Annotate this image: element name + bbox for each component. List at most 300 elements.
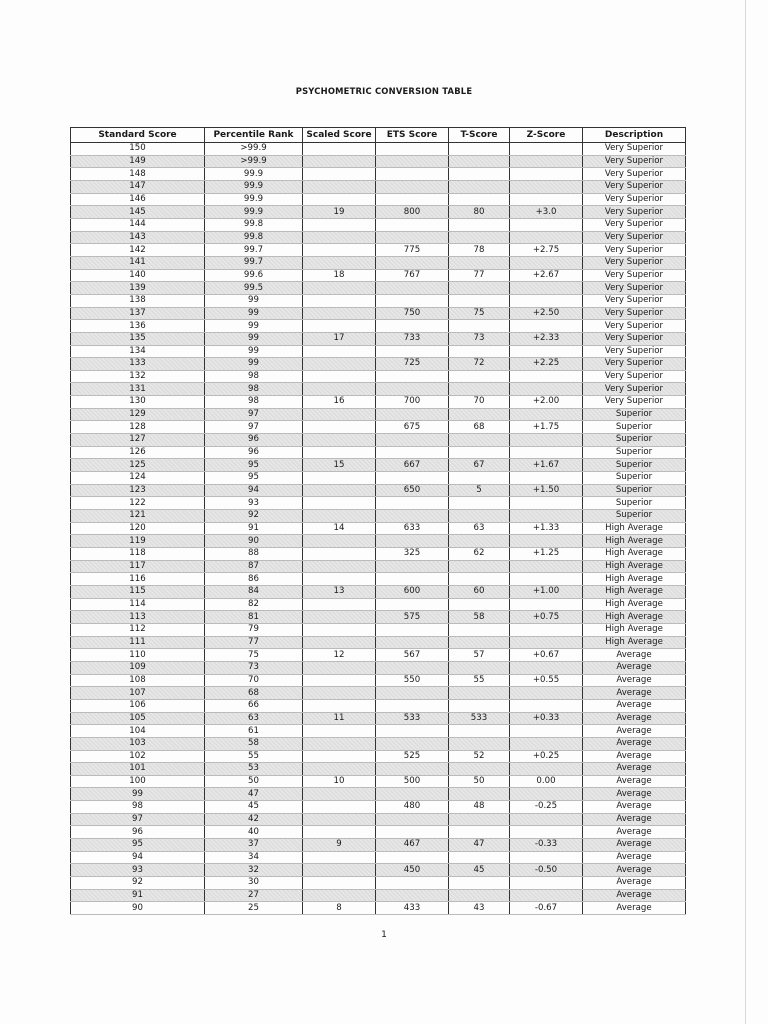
cell-standard-score: 96 (71, 826, 205, 839)
cell-standard-score: 106 (71, 699, 205, 712)
cell-percentile-rank: 99.8 (205, 218, 303, 231)
cell-t-score (449, 623, 510, 636)
table-body (71, 143, 686, 915)
cell-t-score (449, 472, 510, 485)
header-scaled-score: Scaled Score (303, 128, 376, 143)
cell-ets-score (376, 889, 449, 902)
cell-percentile-rank: 66 (205, 699, 303, 712)
cell-percentile-rank: 91 (205, 522, 303, 535)
cell-scaled-score (303, 864, 376, 877)
cell-description: High Average (583, 573, 686, 586)
table-row (71, 396, 686, 409)
table-row (71, 902, 686, 915)
cell-percentile-rank: 97 (205, 408, 303, 421)
cell-percentile-rank: 37 (205, 839, 303, 852)
cell-z-score: +0.55 (510, 674, 583, 687)
cell-scaled-score (303, 307, 376, 320)
cell-percentile-rank: 84 (205, 585, 303, 598)
table-row (71, 434, 686, 447)
cell-ets-score: 325 (376, 548, 449, 561)
cell-t-score: 77 (449, 269, 510, 282)
cell-description: Very Superior (583, 143, 686, 156)
cell-scaled-score (303, 180, 376, 193)
cell-ets-score (376, 383, 449, 396)
cell-t-score (449, 661, 510, 674)
page-title: PSYCHOMETRIC CONVERSION TABLE (295, 86, 473, 96)
cell-standard-score: 116 (71, 573, 205, 586)
cell-ets-score: 733 (376, 332, 449, 345)
cell-description: Average (583, 699, 686, 712)
cell-ets-score: 480 (376, 801, 449, 814)
cell-percentile-rank: 63 (205, 712, 303, 725)
cell-percentile-rank: 94 (205, 484, 303, 497)
cell-ets-score (376, 143, 449, 156)
cell-z-score (510, 851, 583, 864)
table-row (71, 649, 686, 662)
cell-scaled-score: 16 (303, 396, 376, 409)
table-row (71, 661, 686, 674)
cell-description: Average (583, 826, 686, 839)
cell-percentile-rank: 75 (205, 649, 303, 662)
cell-standard-score: 114 (71, 598, 205, 611)
cell-z-score: -0.50 (510, 864, 583, 877)
cell-scaled-score (303, 244, 376, 257)
cell-percentile-rank: 99 (205, 294, 303, 307)
cell-t-score (449, 231, 510, 244)
cell-standard-score: 148 (71, 168, 205, 181)
cell-standard-score: 93 (71, 864, 205, 877)
table-row (71, 801, 686, 814)
cell-z-score: +2.00 (510, 396, 583, 409)
cell-standard-score: 127 (71, 434, 205, 447)
cell-standard-score: 139 (71, 282, 205, 295)
cell-description: Average (583, 851, 686, 864)
cell-description: High Average (583, 598, 686, 611)
cell-standard-score: 133 (71, 358, 205, 371)
cell-ets-score (376, 623, 449, 636)
table-row (71, 788, 686, 801)
cell-standard-score: 121 (71, 510, 205, 523)
table-header (71, 128, 686, 143)
cell-ets-score: 800 (376, 206, 449, 219)
table-row (71, 611, 686, 624)
cell-percentile-rank: 99.5 (205, 282, 303, 295)
cell-standard-score: 134 (71, 345, 205, 358)
cell-scaled-score: 17 (303, 332, 376, 345)
cell-scaled-score (303, 143, 376, 156)
table-row (71, 826, 686, 839)
cell-scaled-score (303, 877, 376, 890)
cell-t-score (449, 497, 510, 510)
table-row (71, 775, 686, 788)
cell-t-score: 75 (449, 307, 510, 320)
cell-ets-score: 500 (376, 775, 449, 788)
table-row (71, 839, 686, 852)
cell-ets-score (376, 193, 449, 206)
cell-percentile-rank: 68 (205, 687, 303, 700)
cell-ets-score (376, 851, 449, 864)
cell-ets-score (376, 408, 449, 421)
cell-scaled-score (303, 282, 376, 295)
cell-scaled-score (303, 193, 376, 206)
cell-scaled-score: 14 (303, 522, 376, 535)
cell-ets-score (376, 788, 449, 801)
cell-description: Superior (583, 484, 686, 497)
cell-t-score (449, 813, 510, 826)
cell-standard-score: 107 (71, 687, 205, 700)
cell-standard-score: 126 (71, 446, 205, 459)
table-row (71, 725, 686, 738)
cell-z-score: +2.33 (510, 332, 583, 345)
cell-description: High Average (583, 522, 686, 535)
cell-percentile-rank: 98 (205, 383, 303, 396)
cell-t-score (449, 598, 510, 611)
cell-percentile-rank: 47 (205, 788, 303, 801)
cell-scaled-score (303, 573, 376, 586)
cell-z-score (510, 180, 583, 193)
table-row (71, 143, 686, 156)
table-row (71, 472, 686, 485)
cell-standard-score: 131 (71, 383, 205, 396)
cell-z-score (510, 573, 583, 586)
cell-z-score (510, 636, 583, 649)
cell-percentile-rank: >99.9 (205, 155, 303, 168)
cell-description: Very Superior (583, 307, 686, 320)
cell-t-score (449, 294, 510, 307)
cell-ets-score (376, 446, 449, 459)
cell-z-score: +0.25 (510, 750, 583, 763)
cell-ets-score: 633 (376, 522, 449, 535)
cell-ets-score (376, 282, 449, 295)
cell-ets-score (376, 699, 449, 712)
cell-ets-score (376, 813, 449, 826)
cell-standard-score: 130 (71, 396, 205, 409)
cell-z-score (510, 370, 583, 383)
cell-description: High Average (583, 585, 686, 598)
cell-t-score: 533 (449, 712, 510, 725)
cell-description: Average (583, 674, 686, 687)
cell-scaled-score (303, 434, 376, 447)
cell-t-score (449, 788, 510, 801)
table-row (71, 408, 686, 421)
cell-scaled-score: 12 (303, 649, 376, 662)
cell-t-score (449, 180, 510, 193)
cell-percentile-rank: 34 (205, 851, 303, 864)
cell-percentile-rank: 81 (205, 611, 303, 624)
cell-z-score (510, 446, 583, 459)
cell-z-score: +2.75 (510, 244, 583, 257)
cell-scaled-score (303, 294, 376, 307)
cell-z-score: +0.75 (510, 611, 583, 624)
cell-standard-score: 137 (71, 307, 205, 320)
cell-percentile-rank: 98 (205, 370, 303, 383)
cell-description: Average (583, 712, 686, 725)
cell-z-score (510, 497, 583, 510)
cell-z-score: +2.67 (510, 269, 583, 282)
cell-t-score (449, 143, 510, 156)
table-row (71, 320, 686, 333)
cell-ets-score (376, 168, 449, 181)
cell-ets-score: 567 (376, 649, 449, 662)
cell-ets-score (376, 472, 449, 485)
cell-standard-score: 102 (71, 750, 205, 763)
table-row (71, 712, 686, 725)
cell-z-score: 0.00 (510, 775, 583, 788)
cell-t-score (449, 851, 510, 864)
cell-ets-score: 450 (376, 864, 449, 877)
cell-t-score (449, 699, 510, 712)
cell-ets-score (376, 497, 449, 510)
cell-t-score (449, 725, 510, 738)
table-row (71, 573, 686, 586)
cell-ets-score (376, 231, 449, 244)
table-row (71, 484, 686, 497)
cell-scaled-score (303, 611, 376, 624)
cell-z-score (510, 155, 583, 168)
cell-ets-score (376, 510, 449, 523)
table-row (71, 332, 686, 345)
cell-ets-score (376, 737, 449, 750)
cell-ets-score (376, 687, 449, 700)
table-row (71, 699, 686, 712)
cell-scaled-score (303, 725, 376, 738)
cell-scaled-score (303, 168, 376, 181)
cell-scaled-score (303, 155, 376, 168)
cell-scaled-score (303, 699, 376, 712)
cell-z-score: +3.0 (510, 206, 583, 219)
table-row (71, 510, 686, 523)
cell-scaled-score: 18 (303, 269, 376, 282)
cell-standard-score: 122 (71, 497, 205, 510)
cell-t-score (449, 408, 510, 421)
cell-t-score (449, 155, 510, 168)
cell-percentile-rank: 79 (205, 623, 303, 636)
cell-t-score: 43 (449, 902, 510, 915)
cell-scaled-score (303, 763, 376, 776)
cell-description: Average (583, 877, 686, 890)
cell-t-score (449, 218, 510, 231)
table-row (71, 623, 686, 636)
cell-t-score (449, 560, 510, 573)
cell-percentile-rank: 99 (205, 345, 303, 358)
cell-t-score: 63 (449, 522, 510, 535)
cell-percentile-rank: 30 (205, 877, 303, 890)
table-row (71, 560, 686, 573)
cell-description: Average (583, 687, 686, 700)
cell-scaled-score (303, 446, 376, 459)
cell-z-score (510, 231, 583, 244)
cell-percentile-rank: 32 (205, 864, 303, 877)
cell-t-score: 57 (449, 649, 510, 662)
cell-standard-score: 138 (71, 294, 205, 307)
cell-scaled-score (303, 497, 376, 510)
cell-z-score: +2.25 (510, 358, 583, 371)
cell-description: High Average (583, 636, 686, 649)
scan-edge-line (745, 0, 746, 1024)
cell-description: Average (583, 889, 686, 902)
cell-scaled-score (303, 320, 376, 333)
cell-description: Average (583, 737, 686, 750)
cell-percentile-rank: 73 (205, 661, 303, 674)
cell-z-score: +2.50 (510, 307, 583, 320)
cell-z-score (510, 623, 583, 636)
cell-ets-score: 575 (376, 611, 449, 624)
cell-z-score (510, 193, 583, 206)
cell-standard-score: 146 (71, 193, 205, 206)
cell-t-score: 45 (449, 864, 510, 877)
table-row (71, 155, 686, 168)
cell-t-score: 47 (449, 839, 510, 852)
cell-z-score (510, 434, 583, 447)
cell-ets-score (376, 560, 449, 573)
cell-t-score: 67 (449, 459, 510, 472)
cell-description: Very Superior (583, 168, 686, 181)
cell-standard-score: 112 (71, 623, 205, 636)
cell-scaled-score (303, 535, 376, 548)
cell-z-score (510, 472, 583, 485)
cell-scaled-score (303, 737, 376, 750)
cell-description: Superior (583, 510, 686, 523)
cell-ets-score: 667 (376, 459, 449, 472)
cell-scaled-score (303, 813, 376, 826)
cell-standard-score: 117 (71, 560, 205, 573)
cell-scaled-score (303, 231, 376, 244)
cell-description: High Average (583, 548, 686, 561)
cell-scaled-score (303, 472, 376, 485)
cell-scaled-score (303, 548, 376, 561)
cell-standard-score: 91 (71, 889, 205, 902)
cell-t-score (449, 826, 510, 839)
cell-z-score: +1.25 (510, 548, 583, 561)
cell-z-score (510, 282, 583, 295)
table-row (71, 750, 686, 763)
cell-t-score (449, 320, 510, 333)
cell-z-score: +0.33 (510, 712, 583, 725)
cell-description: Average (583, 725, 686, 738)
table-row (71, 459, 686, 472)
cell-t-score (449, 383, 510, 396)
cell-percentile-rank: 70 (205, 674, 303, 687)
cell-percentile-rank: 99 (205, 320, 303, 333)
cell-description: Average (583, 763, 686, 776)
cell-t-score: 70 (449, 396, 510, 409)
cell-ets-score (376, 598, 449, 611)
cell-standard-score: 136 (71, 320, 205, 333)
table-row (71, 851, 686, 864)
table-row (71, 231, 686, 244)
cell-description: Average (583, 801, 686, 814)
cell-description: Superior (583, 497, 686, 510)
cell-description: Very Superior (583, 370, 686, 383)
table-row (71, 193, 686, 206)
cell-ets-score: 775 (376, 244, 449, 257)
cell-standard-score: 90 (71, 902, 205, 915)
cell-standard-score: 100 (71, 775, 205, 788)
table-row (71, 636, 686, 649)
cell-standard-score: 109 (71, 661, 205, 674)
cell-standard-score: 105 (71, 712, 205, 725)
cell-z-score (510, 699, 583, 712)
cell-percentile-rank: 95 (205, 472, 303, 485)
header-percentile-rank: Percentile Rank (205, 128, 303, 143)
cell-t-score (449, 510, 510, 523)
cell-z-score (510, 408, 583, 421)
cell-t-score: 5 (449, 484, 510, 497)
cell-description: Very Superior (583, 155, 686, 168)
cell-description: Average (583, 661, 686, 674)
cell-ets-score (376, 725, 449, 738)
cell-t-score: 55 (449, 674, 510, 687)
cell-t-score (449, 168, 510, 181)
cell-standard-score: 95 (71, 839, 205, 852)
cell-ets-score (376, 155, 449, 168)
cell-standard-score: 150 (71, 143, 205, 156)
cell-z-score: +1.50 (510, 484, 583, 497)
cell-z-score (510, 510, 583, 523)
cell-description: Very Superior (583, 332, 686, 345)
cell-standard-score: 101 (71, 763, 205, 776)
cell-description: Average (583, 864, 686, 877)
header-row (71, 128, 686, 143)
cell-percentile-rank: 42 (205, 813, 303, 826)
cell-ets-score (376, 877, 449, 890)
cell-standard-score: 98 (71, 801, 205, 814)
cell-ets-score: 467 (376, 839, 449, 852)
cell-t-score: 80 (449, 206, 510, 219)
cell-percentile-rank: 92 (205, 510, 303, 523)
cell-standard-score: 147 (71, 180, 205, 193)
cell-t-score (449, 193, 510, 206)
table-row (71, 218, 686, 231)
table-row (71, 282, 686, 295)
cell-t-score (449, 345, 510, 358)
table-row (71, 206, 686, 219)
cell-description: Very Superior (583, 269, 686, 282)
cell-z-score (510, 763, 583, 776)
cell-standard-score: 110 (71, 649, 205, 662)
cell-scaled-score (303, 636, 376, 649)
table-row (71, 585, 686, 598)
cell-z-score (510, 320, 583, 333)
cell-percentile-rank: 98 (205, 396, 303, 409)
cell-percentile-rank: 50 (205, 775, 303, 788)
cell-percentile-rank: 93 (205, 497, 303, 510)
cell-standard-score: 118 (71, 548, 205, 561)
table-row (71, 497, 686, 510)
cell-description: Very Superior (583, 231, 686, 244)
cell-percentile-rank: 40 (205, 826, 303, 839)
cell-description: Very Superior (583, 244, 686, 257)
cell-z-score (510, 826, 583, 839)
cell-scaled-score (303, 510, 376, 523)
cell-z-score: -0.25 (510, 801, 583, 814)
cell-scaled-score (303, 674, 376, 687)
cell-ets-score: 600 (376, 585, 449, 598)
cell-t-score (449, 434, 510, 447)
cell-description: Average (583, 750, 686, 763)
cell-description: Average (583, 775, 686, 788)
cell-standard-score: 145 (71, 206, 205, 219)
cell-z-score (510, 535, 583, 548)
table-row (71, 763, 686, 776)
cell-standard-score: 124 (71, 472, 205, 485)
table-row (71, 307, 686, 320)
cell-z-score (510, 168, 583, 181)
table-row (71, 269, 686, 282)
cell-scaled-score (303, 358, 376, 371)
cell-percentile-rank: 99 (205, 332, 303, 345)
cell-z-score (510, 725, 583, 738)
